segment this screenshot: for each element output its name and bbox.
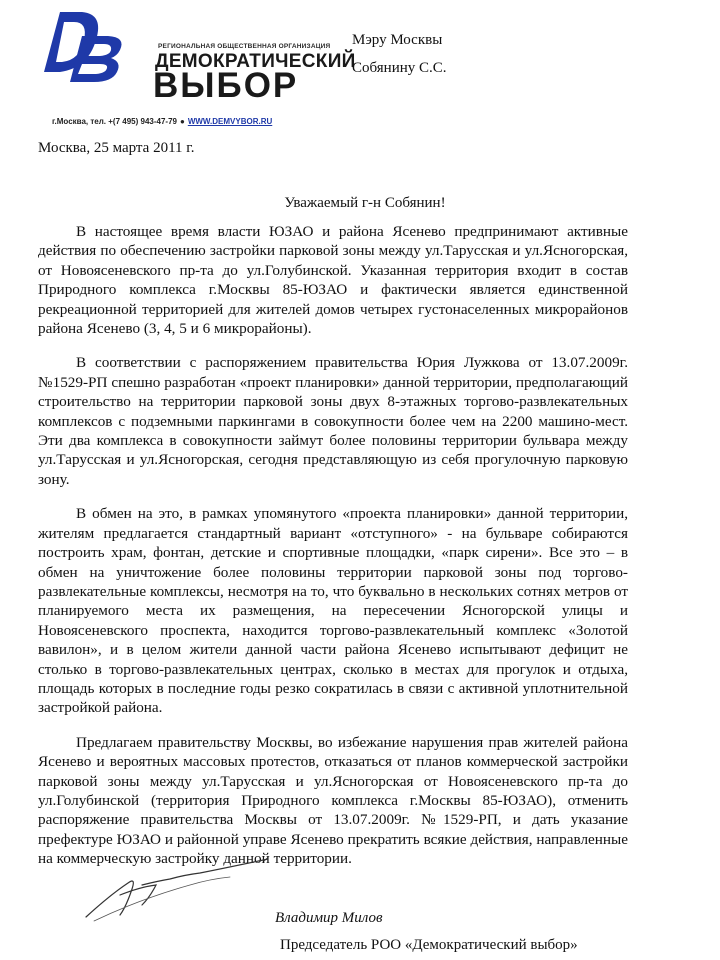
contacts-text: г.Москва, тел. +(7 495) 943-47-79 (52, 117, 177, 126)
paragraph: В соответствии с распоряжением правительства Юрия Лужкова от 13.07.2009г. №1529-РП спешно разработан «проект планировки» данной территории, предполагающий строительство на территории парковой зоны двух 8-этажных торгово-развлекательных комплексов с подземными паркингами в совокупности более чем на 2200 машино-мест. Эти два комплекса в совокупности займут более половины территории бульвара между ул.Тарусская и ул.Ясногорская, сегодня представляющую из себя прогулочную парковую зону. (38, 354, 628, 488)
org-name-line1: ДЕМОКРАТИЧЕСКИЙ (155, 51, 356, 72)
salutation: Уважаемый г-н Собянин! (284, 195, 446, 211)
signatory-name: Владимир Милов (275, 910, 383, 926)
website-link[interactable]: WWW.DEMVYBOR.RU (187, 117, 273, 126)
addressee-line1: Мэру Москвы (352, 32, 443, 48)
db-monogram-icon (38, 6, 128, 86)
letter-body (38, 222, 628, 884)
signatory-title: Председатель РОО «Демократический выбор» (280, 937, 578, 953)
signature-icon (80, 855, 280, 925)
org-name-line2: ВЫБОР (153, 66, 299, 105)
paragraph: В настоящее время власти ЮЗАО и района Ясенево предпринимают активные действия по обеспечению застройки парковой зоны между ул.Тарусская и ул.Ясногорская, от Новоясеневского пр-та до ул.Голубинской. Указанная территория входит в состав Природного комплекса г.Москвы 85-ЮЗАО и фактически является единственной рекреационной территорией для жителей домов четырех густонаселенных микрорайонов района Ясенево (3, 4, 5 и 6 микрорайоны). (38, 223, 628, 338)
handwritten-signature (80, 855, 280, 930)
addressee-line2: Собянину С.С. (352, 60, 447, 76)
paragraph: В обмен на это, в рамках упомянутого «проекта планировки» данной территории, жителям предлагается стандартный вариант «отступного» - на бульваре собираются построить храм, фонтан, детские и спортивные площадки, «парк сирени». Все это – в обмен на уничтожение более половины территории парковой зоны под торгово-развлекательные комплексы, несмотря на то, что буквально в нескольких сотнях метров от планируемого места их размещения, на пересечении Ясногорской улицы и Новоясеневского проспекта, находится торгово-развлекательный комплекс «Золотой вавилон», и в целом жители данной части района Ясенево испытывают дефицит не столько в торгово-развлекательных центрах, сколько в местах для прогулок и отдыха, площадь которых в последние годы резко сократилась в связи с активной уплотнительной застройкой района. (38, 505, 628, 717)
bullet-icon: ● (179, 117, 185, 126)
letterhead-contacts (52, 117, 272, 126)
org-caption: РЕГИОНАЛЬНАЯ ОБЩЕСТВЕННАЯ ОРГАНИЗАЦИЯ (158, 43, 331, 50)
paragraph: Предлагаем правительству Москвы, во избежание нарушения прав жителей района Ясенево и вероятных массовых протестов, отказаться от планов коммерческой застройки парковой зоны между ул.Тарусская и ул.Ясногорская от Новоясеневского пр-та до ул.Голубинской (территория Природного комплекса г.Москвы 85-ЮЗАО), отменить распоряжение правительства Москвы от 13.07.2009г. №1529-РП, и дать указание префектуре ЮЗАО и районной управе Ясенево прекратить всякие действия, направленные на коммерческую застройку данной территории. (38, 733, 628, 868)
addressee-block (352, 26, 447, 82)
letter-date: Москва, 25 марта 2011 г. (38, 140, 195, 156)
organization-logo (38, 6, 356, 116)
